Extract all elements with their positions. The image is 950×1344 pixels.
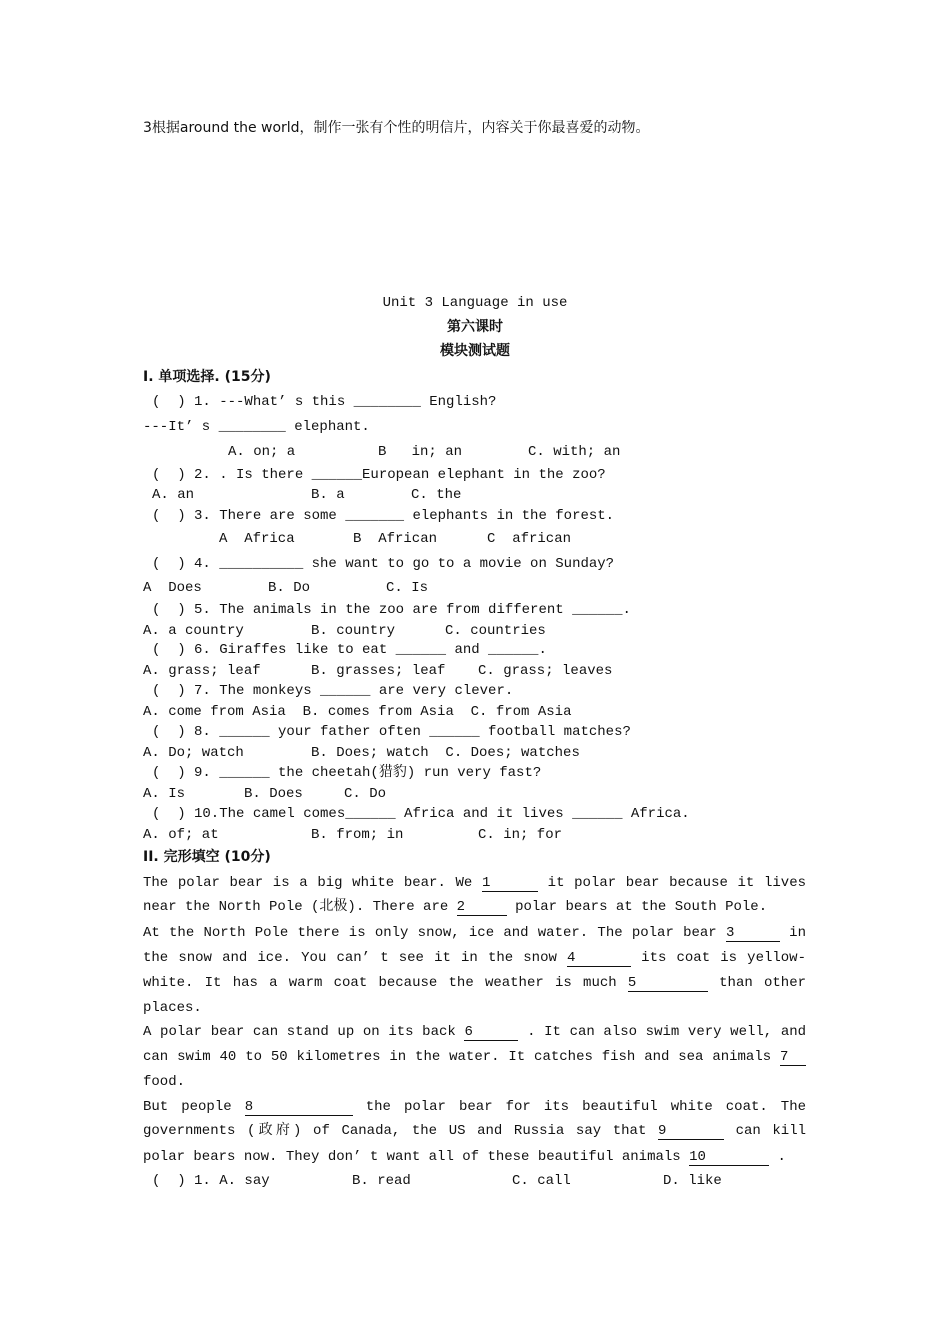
- option: C. with; an: [528, 444, 621, 460]
- option: B. grasses; leaf: [311, 663, 446, 679]
- option: A. grass; leaf: [143, 663, 261, 679]
- cloze-text: At the North Pole there is only snow, ice and water. The polar bear: [143, 925, 717, 941]
- cloze-blank: 10: [689, 1149, 769, 1166]
- cloze-text: places.: [143, 1000, 202, 1016]
- option: B. read: [352, 1173, 411, 1189]
- option: B. Does; watch C. Does; watches: [311, 745, 580, 761]
- cloze-text: A polar bear can stand up on its back: [143, 1024, 456, 1040]
- cloze-blank: 4: [567, 950, 631, 967]
- question-1-line2: ---It’ s ________ elephant.: [143, 419, 370, 435]
- cloze-text: can swim 40 to 50 kilometres in the water. It catches fish and sea animals: [143, 1049, 772, 1065]
- question-2: ( ) 2. . Is there ______European elephant in the zoo?: [152, 467, 606, 483]
- cloze-line: [143, 1121, 806, 1141]
- cloze-line: [143, 1047, 806, 1067]
- page-title: Unit 3 Language in use: [382, 295, 568, 311]
- cloze-text: than other: [719, 975, 807, 991]
- cloze-text: The polar bear is a big white bear. We: [143, 875, 473, 891]
- option: B. from; in: [311, 827, 404, 843]
- option: B. Does: [244, 786, 303, 802]
- option: A. an: [152, 487, 195, 503]
- option: B in; an: [378, 444, 463, 460]
- cloze-text: polar bears now. They don’ t want all of these beautiful animals: [143, 1149, 681, 1165]
- option: C african: [487, 531, 572, 547]
- option: B. a: [311, 487, 345, 503]
- cloze-text: polar bears at the South Pole.: [515, 899, 768, 915]
- cloze-text: But people: [143, 1099, 232, 1115]
- option: A. of; at: [143, 827, 219, 843]
- option: A. come from Asia B. comes from Asia C. from Asia: [143, 704, 572, 720]
- cloze-text: food.: [143, 1074, 186, 1090]
- cloze-text: its coat is yellow-: [641, 950, 806, 966]
- cloze-question-1: ( ) 1. A. say: [152, 1173, 270, 1189]
- option: A. Is: [143, 786, 186, 802]
- cloze-blank: 1: [482, 875, 538, 892]
- cloze-text: the polar bear for its beautiful white coat. The: [365, 1099, 807, 1115]
- cloze-line: [143, 1147, 806, 1167]
- cloze-line: [143, 1022, 806, 1042]
- option: C. Do: [344, 786, 387, 802]
- question-7: ( ) 7. The monkeys ______ are very clever.: [152, 683, 514, 699]
- option: C. grass; leaves: [478, 663, 613, 679]
- lesson-title: 第六课时: [447, 319, 503, 335]
- option: B. country: [311, 623, 396, 639]
- option: A. on; a: [228, 444, 296, 460]
- question-1: ( ) 1. ---What’ s this ________ English?: [152, 394, 497, 410]
- option: B African: [353, 531, 438, 547]
- question-8: ( ) 8. ______ your father often ______ football matches?: [152, 724, 631, 740]
- question-10: ( ) 10.The camel comes______ Africa and it lives ______ Africa.: [152, 806, 690, 822]
- cloze-line: [143, 1097, 806, 1117]
- cloze-blank: 5: [628, 975, 708, 992]
- intro-task: 3根据around the world，制作一张有个性的明信片，内容关于你最喜爱的动物。: [143, 120, 650, 136]
- option: A Does: [143, 580, 202, 596]
- cloze-blank: 9: [658, 1123, 724, 1140]
- cloze-text: can kill: [735, 1123, 806, 1139]
- option: D. like: [663, 1173, 722, 1189]
- option: A. Do; watch: [143, 745, 244, 761]
- option: C. countries: [445, 623, 546, 639]
- cloze-blank: 3: [726, 925, 780, 942]
- question-4: ( ) 4. __________ she want to go to a movie on Sunday?: [152, 556, 615, 572]
- cloze-blank: 6: [464, 1024, 518, 1041]
- cloze-text: in: [789, 925, 806, 941]
- cloze-blank: 2: [457, 899, 507, 916]
- cloze-line: [143, 973, 806, 993]
- cloze-text: white. It has a warm coat because the weather is much: [143, 975, 617, 991]
- cloze-blank: 7: [780, 1049, 806, 1066]
- cloze-text: . It can also swim very well, and: [527, 1024, 807, 1040]
- option: C. Is: [386, 580, 429, 596]
- cloze-line: [143, 873, 806, 893]
- option: A. a country: [143, 623, 244, 639]
- cloze-line: [143, 923, 806, 943]
- option: B. Do: [268, 580, 311, 596]
- test-title: 模块测试题: [440, 343, 510, 359]
- cloze-text: it polar bear because it lives: [547, 875, 807, 891]
- question-3: ( ) 3. There are some _______ elephants in the forest.: [152, 508, 615, 524]
- section-heading-cloze: II. 完形填空 (10分): [143, 849, 271, 865]
- question-5: ( ) 5. The animals in the zoo are from different ______.: [152, 602, 631, 618]
- option: A Africa: [219, 531, 295, 547]
- option: C. call: [512, 1173, 571, 1189]
- option: C. the: [411, 487, 462, 503]
- cloze-text: governments (政府) of Canada, the US and Russia say that: [143, 1123, 647, 1139]
- section-heading-choice: I. 单项选择. (15分): [143, 369, 271, 385]
- cloze-line: [143, 998, 806, 1018]
- cloze-line: [143, 948, 806, 968]
- question-6: ( ) 6. Giraffes like to eat ______ and ______.: [152, 642, 547, 658]
- cloze-text: .: [777, 1149, 786, 1165]
- cloze-line: [143, 897, 806, 917]
- cloze-text: near the North Pole (北极). There are: [143, 899, 449, 915]
- option: C. in; for: [478, 827, 563, 843]
- cloze-line: [143, 1072, 806, 1092]
- question-9: ( ) 9. ______ the cheetah(猎豹) run very fast?: [152, 765, 542, 781]
- cloze-text: the snow and ice. You can’ t see it in the snow: [143, 950, 557, 966]
- cloze-blank: 8: [245, 1099, 353, 1116]
